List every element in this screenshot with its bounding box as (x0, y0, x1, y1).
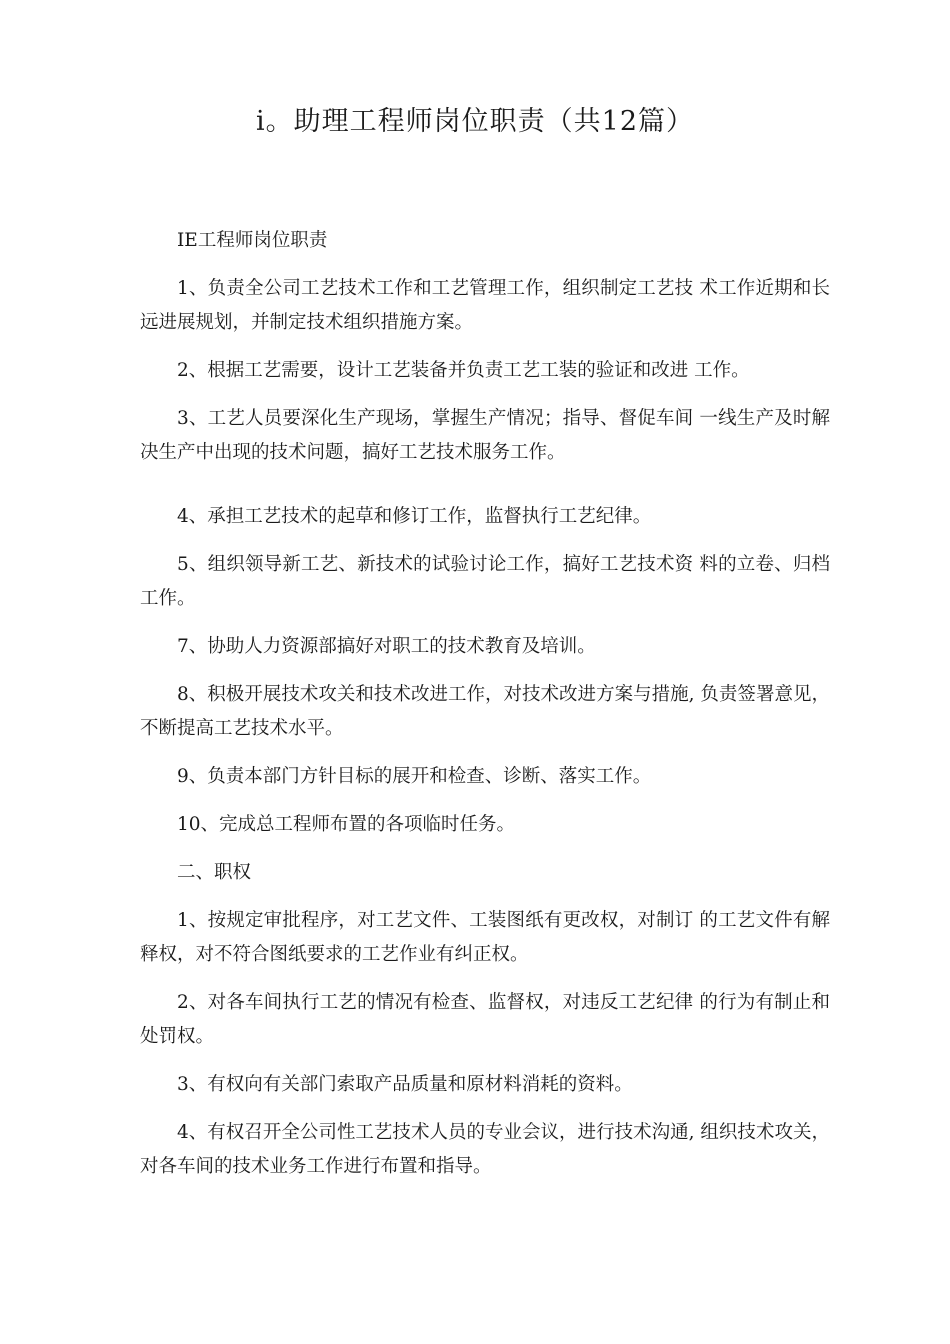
paragraph: 2、根据工艺需要，设计工艺装备并负责工艺工装的验证和改进 工作。 (177, 360, 750, 381)
paragraph: 4、承担工艺技术的起草和修订工作，监督执行工艺纪律。 (177, 506, 652, 527)
paragraph: 2、对各车间执行工艺的情况有检查、监督权，对违反工艺纪律 的行为有制止和处罚权。 (140, 992, 830, 1047)
paragraph: 10、完成总工程师布置的各项临时任务。 (177, 814, 516, 835)
paragraph: 7、协助人力资源部搞好对职工的技术教育及培训。 (177, 636, 596, 657)
paragraph: 4、有权召开全公司性工艺技术人员的专业会议，进行技术沟通, 组织技术攻关，对各车间的技术业务工作进行布置和指导。 (140, 1122, 830, 1177)
paragraph: 9、负责本部门方针目标的展开和检查、诊断、落实工作。 (177, 766, 652, 787)
document-title: i。助理工程师岗位职责（共12篇） (256, 106, 694, 137)
paragraph: 5、组织领导新工艺、新技术的试验讨论工作，搞好工艺技术资 料的立卷、归档工作。 (140, 554, 830, 609)
paragraph: 3、工艺人员要深化生产现场，掌握生产情况；指导、督促车间 一线生产及时解决生产中出现的技术问题，搞好工艺技术服务工作。 (140, 408, 830, 463)
document-body (140, 224, 830, 1198)
section-heading: IE工程师岗位职责 (177, 230, 328, 251)
paragraph: 1、按规定审批程序，对工艺文件、工装图纸有更改权，对制订 的工艺文件有解释权，对不符合图纸要求的工艺作业有纠正权。 (140, 910, 830, 965)
paragraph: 8、积极开展技术攻关和技术改进工作，对技术改进方案与措施, 负责签署意见，不断提高工艺技术水平。 (140, 684, 830, 739)
section-heading: 二、职权 (177, 862, 252, 883)
paragraph: 1、负责全公司工艺技术工作和工艺管理工作，组织制定工艺技 术工作近期和长远进展规划，并制定技术组织措施方案。 (140, 278, 830, 333)
paragraph: 3、有权向有关部门索取产品质量和原材料消耗的资料。 (177, 1074, 633, 1095)
